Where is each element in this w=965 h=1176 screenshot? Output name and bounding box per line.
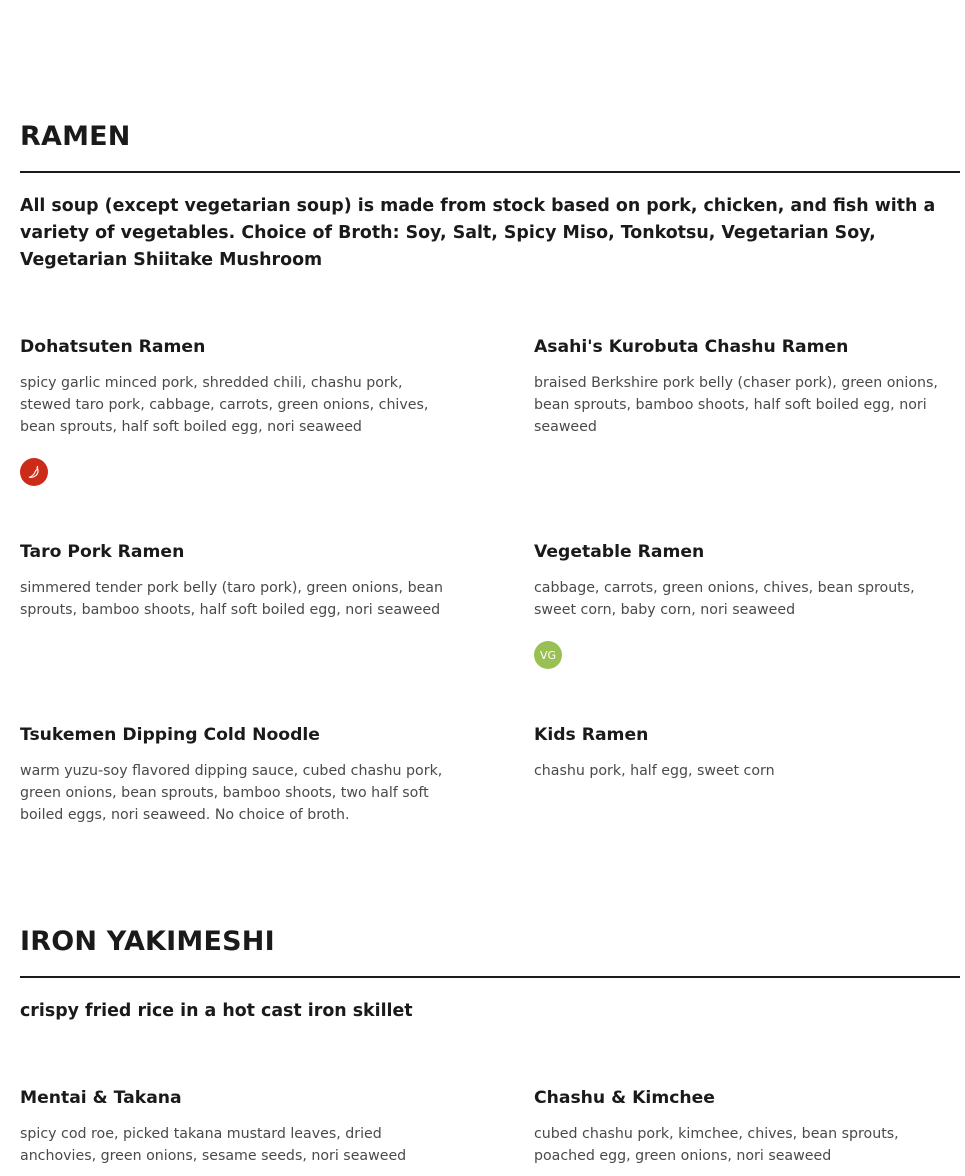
- menu-item-asahis-kurobuta-chashu-ramen: [534, 336, 960, 438]
- ramen-section-divider: [20, 171, 960, 173]
- menu-item-description: cabbage, carrots, green onions, chives, bean sprouts, sweet corn, baby corn, nori seaweed: [534, 580, 915, 618]
- menu-item-description: braised Berkshire pork belly (chaser pork), green onions, bean sprouts, bamboo shoots, half soft boiled egg, nori seaweed: [534, 375, 938, 435]
- menu-item-description: cubed chashu pork, kimchee, chives, bean sprouts, poached egg, green onions, nori seaweed: [534, 1126, 899, 1164]
- menu-item-name: Kids Ramen: [534, 725, 649, 745]
- menu-item-name: Tsukemen Dipping Cold Noodle: [20, 725, 320, 745]
- menu-item-description: warm yuzu-soy flavored dipping sauce, cubed chashu pork, green onions, bean sprouts, bamboo shoots, two half soft boiled eggs, nori seaweed. No choice of broth.: [20, 763, 443, 823]
- menu-item-name: Asahi's Kurobuta Chashu Ramen: [534, 337, 849, 357]
- ramen-section-description: All soup (except vegetarian soup) is made from stock based on pork, chicken, and fish with a variety of vegetables. Choice of Broth: Soy, Salt, Spicy Miso, Tonkotsu, Vegetarian Soy, Vegetarian Shiitake Mushroom: [20, 196, 936, 270]
- menu-item-name: Dohatsuten Ramen: [20, 337, 206, 357]
- menu-item-description: chashu pork, half egg, sweet corn: [534, 763, 775, 779]
- menu-item-taro-pork-ramen: [20, 541, 446, 621]
- menu-item-tsukemen-dipping-cold-noodle: [20, 724, 446, 826]
- menu-item-name: Taro Pork Ramen: [20, 542, 185, 562]
- iron-yakimeshi-section-description: crispy fried rice in a hot cast iron skillet: [20, 1001, 413, 1021]
- ramen-section-title: RAMEN: [20, 121, 131, 152]
- menu-item-name: Chashu & Kimchee: [534, 1088, 715, 1108]
- menu-item-description: spicy cod roe, picked takana mustard leaves, dried anchovies, green onions, sesame seeds, nori seaweed: [20, 1126, 407, 1164]
- menu-item-vegetable-ramen: [534, 541, 960, 669]
- vegetarian-badge: VG: [534, 641, 562, 669]
- menu-item-chashu-kimchee: [534, 1087, 960, 1167]
- iron-yakimeshi-section-divider: [20, 976, 960, 978]
- chili-pepper-icon: [20, 458, 48, 486]
- menu-item-description: simmered tender pork belly (taro pork), green onions, bean sprouts, bamboo shoots, half soft boiled egg, nori seaweed: [20, 580, 443, 618]
- menu-item-name: Mentai & Takana: [20, 1088, 182, 1108]
- menu-item-name: Vegetable Ramen: [534, 542, 705, 562]
- menu-item-dohatsuten-ramen: [20, 336, 446, 486]
- iron-yakimeshi-section-title: IRON YAKIMESHI: [20, 926, 275, 957]
- menu-item-description: spicy garlic minced pork, shredded chili, chashu pork, stewed taro pork, cabbage, carrots, green onions, chives, bean sprouts, half soft boiled egg, nori seaweed: [20, 375, 429, 435]
- menu-item-kids-ramen: [534, 724, 960, 782]
- menu-item-mentai-takana: [20, 1087, 446, 1167]
